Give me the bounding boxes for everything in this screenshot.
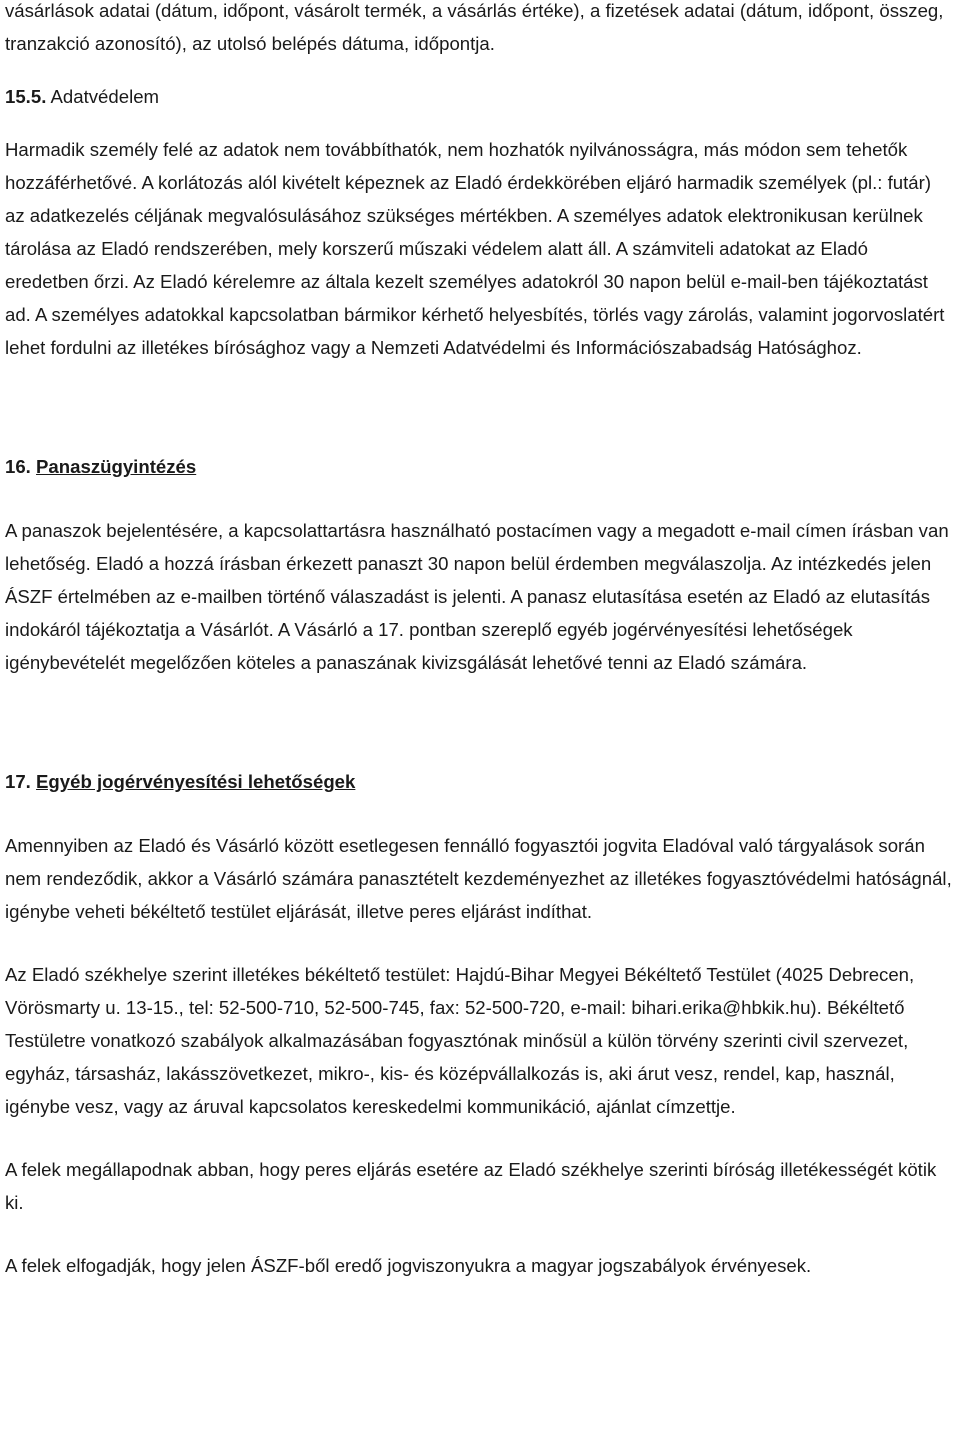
section-16-title: Panaszügyintézés [36, 456, 197, 477]
section-17-number: 17. [5, 771, 31, 792]
section-17-paragraph-4: A felek elfogadják, hogy jelen ÁSZF-ből eredő jogviszonyukra a magyar jogszabályok érvényesek. [5, 1255, 812, 1276]
document-page [5, 0, 955, 1282]
section-15-5-number: 15.5. [5, 86, 47, 107]
section-17-paragraph-1: Amennyiben az Eladó és Vásárló között esetlegesen fennálló fogyasztói jogvita Eladóval való tárgyalások során nem rendeződik, akkor a Vásárló számára panasztételt kezdeményezhet az illetékes fogyasztóvédelmi hatóságnál, igénybe veheti békéltető testület eljárását, illetve peres eljárást indíthat. [5, 835, 952, 922]
section-17-title: Egyéb jogérvényesítési lehetőségek [36, 771, 356, 792]
section-16-number: 16. [5, 456, 31, 477]
section-17-paragraph-2: Az Eladó székhelye szerint illetékes békéltető testület: Hajdú-Bihar Megyei Békéltető Testület (4025 Debrecen, Vörösmarty u. 13-15., tel: 52-500-710, 52-500-745, fax: 52-500-720, e-mail: bihari.erika@hbkik.hu). Békéltető Testületre vonatkozó szabályok alkalmazásában fogyasztónak minősül a külön törvény szerinti civil szervezet, egyház, társasház, lakásszövetkezet, mikro-, kis- és középvállalkozás is, aki árut vesz, rendel, kap, használ, igénybe vesz, vagy az áruval kapcsolatos kereskedelmi kommunikáció, ajánlat címzettje. [5, 964, 915, 1117]
section-15-4-tail-paragraph: vásárlások adatai (dátum, időpont, vásárolt termék, a vásárlás értéke), a fizetések adatai (dátum, időpont, összeg, tranzakció azonosító), az utolsó belépés dátuma, időpontja. [5, 0, 944, 54]
section-15-5-title: Adatvédelem [50, 86, 160, 107]
section-17-heading [5, 765, 955, 798]
section-15-5-heading [5, 80, 955, 113]
section-15-5-body: Harmadik személy felé az adatok nem továbbíthatók, nem hozhatók nyilvánosságra, más módon sem tehetők hozzáférhetővé. A korlátozás alól kivételt képeznek az Eladó érdekkörében eljáró harmadik személyek (pl.: futár) az adatkezelés céljának megvalósulásához szükséges mértékben. A személyes adatok elektronikusan kerülnek tárolása az Eladó rendszerében, mely korszerű műszaki védelem alatt áll. A számviteli adatokat az Eladó eredetben őrzi. Az Eladó kérelemre az általa kezelt személyes adatokról 30 napon belül e-mail-ben tájékoztatást ad. A személyes adatokkal kapcsolatban bármikor kérhető helyesbítés, törlés vagy zárolás, valamint jogorvoslatért lehet fordulni az illetékes bírósághoz vagy a Nemzeti Adatvédelmi és Információszabadság Hatósághoz. [5, 139, 945, 358]
section-17-paragraph-3: A felek megállapodnak abban, hogy peres eljárás esetére az Eladó székhelye szerinti bíróság illetékességét kötik ki. [5, 1159, 937, 1213]
section-16-body: A panaszok bejelentésére, a kapcsolattartásra használható postacímen vagy a megadott e-mail címen írásban van lehetőség. Eladó a hozzá írásban érkezett panaszt 30 napon belül érdemben megválaszolja. Az intézkedés jelen ÁSZF értelmében az e-mailben történő válaszadást is jelenti. A panasz elutasítása esetén az Eladó az elutasítás indokáról tájékoztatja a Vásárlót. A Vásárló a 17. pontban szereplő egyéb jogérvényesítési lehetőségek igénybevételét megelőzően köteles a panaszának kivizsgálását lehetővé tenni az Eladó számára. [5, 520, 949, 673]
section-16-heading [5, 450, 955, 483]
